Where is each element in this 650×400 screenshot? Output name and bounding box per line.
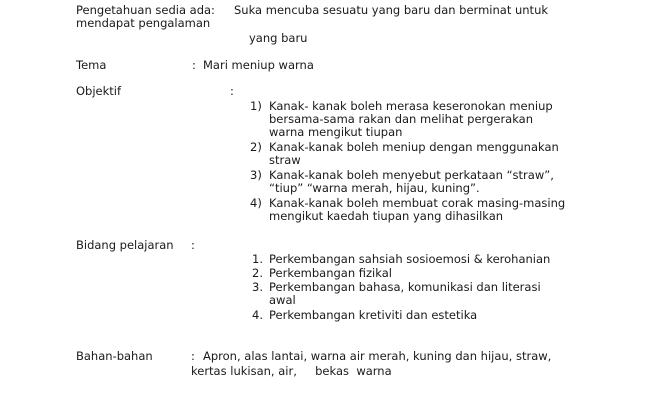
objektif-item-number: 1): [250, 99, 262, 113]
pengetahuan-label: Pengetahuan sedia ada:: [76, 3, 215, 17]
objektif-item-text: Kanak-kanak boleh meniup dengan menggunakan: [269, 140, 559, 154]
objektif-item-text: bersama-sama rakan dan melihat pergerakan: [269, 112, 534, 126]
bidang-item-text: Perkembangan fizikal: [269, 266, 392, 280]
objektif-item-number: 4): [250, 196, 262, 210]
objektif-item-text: Kanak-kanak boleh membuat corak masing-masing: [269, 196, 566, 210]
pengetahuan-value-line1: Suka mencuba sesuatu yang baru dan berminat untuk: [234, 3, 549, 17]
objektif-item-text: mengikut kaedah tiupan yang dihasilkan: [269, 209, 504, 223]
objektif-item-number: 2): [250, 140, 262, 154]
bidang-item-text: Perkembangan bahasa, komunikasi dan literasi: [269, 280, 541, 294]
bidang-item-number: 4.: [252, 308, 263, 322]
tema-value: Mari meniup warna: [203, 58, 314, 72]
bidang-label: Bidang pelajaran: [76, 238, 174, 252]
objektif-item-text: “tiup” “warna merah, hijau, kuning”.: [269, 181, 480, 195]
objektif-item-text: warna mengikut tiupan: [269, 125, 403, 139]
objektif-label: Objektif: [76, 84, 122, 98]
bidang-item-text: Perkembangan kretiviti dan estetika: [269, 308, 478, 322]
bidang-item-number: 3.: [252, 280, 263, 294]
bidang-item-number: 2.: [252, 266, 263, 280]
bahan-label: Bahan-bahan: [76, 349, 153, 363]
bahan-value-line1: Apron, alas lantai, warna air merah, kuning dan hijau, straw,: [203, 349, 552, 363]
pengetahuan-value-line3: yang baru: [249, 31, 308, 45]
bidang-item-text: awal: [269, 293, 296, 307]
tema-colon: :: [192, 58, 196, 72]
objektif-item-text: straw: [269, 153, 301, 167]
bidang-item-text: Perkembangan sahsiah sosioemosi & kerohanian: [269, 252, 551, 266]
tema-label: Tema: [76, 58, 107, 72]
bahan-colon: :: [191, 349, 195, 363]
objektif-item-number: 3): [250, 168, 262, 182]
objektif-colon: :: [230, 84, 234, 98]
objektif-item-text: Kanak-kanak boleh menyebut perkataan “straw”,: [269, 168, 554, 182]
bidang-item-number: 1.: [252, 252, 263, 266]
objektif-item-text: Kanak- kanak boleh merasa keseronokan meniup: [269, 99, 553, 113]
pengetahuan-value-line2: mendapat pengalaman: [76, 16, 211, 30]
bidang-colon: :: [191, 238, 195, 252]
bahan-value-line2: kertas lukisan, air, bekas warna: [191, 364, 392, 378]
